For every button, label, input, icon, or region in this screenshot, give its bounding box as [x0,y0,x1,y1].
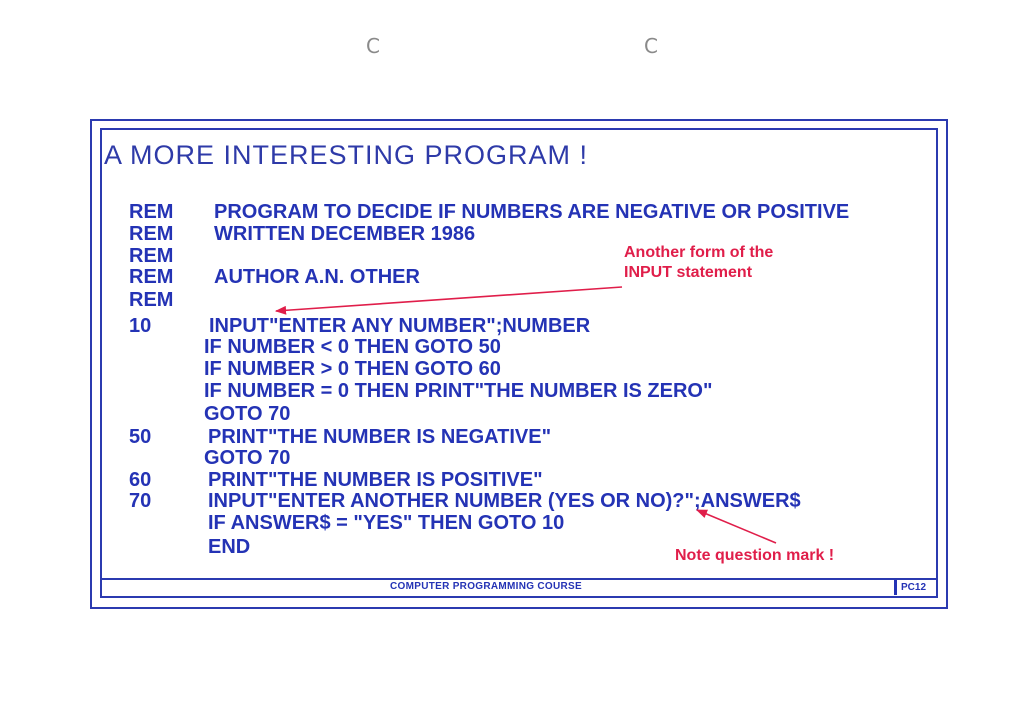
code-statement: PRINT"THE NUMBER IS NEGATIVE" [208,426,552,448]
line-number: REM [129,266,174,288]
punch-hole-left: C [366,34,380,58]
course-name: COMPUTER PROGRAMMING COURSE [390,581,582,592]
line-number: REM [129,289,174,311]
code-statement: IF NUMBER < 0 THEN GOTO 50 [204,336,501,358]
line-number: 70 [129,490,152,512]
slide-code: PC12 [894,580,929,595]
annotation-input-form-line1: Another form of the [624,244,774,261]
line-number: 50 [129,426,152,448]
code-statement: END [208,536,251,558]
code-statement: IF ANSWER$ = "YES" THEN GOTO 10 [208,512,565,534]
code-statement: WRITTEN DECEMBER 1986 [214,223,476,245]
code-statement: PROGRAM TO DECIDE IF NUMBERS ARE NEGATIVE OR POSITIVE [214,201,850,223]
line-number: REM [129,223,174,245]
line-number: 60 [129,469,152,491]
punch-hole-right: C [644,34,658,58]
code-statement: AUTHOR A.N. OTHER [214,266,420,288]
code-statement: GOTO 70 [204,447,291,469]
annotation-question-mark: Note question mark ! [675,547,835,564]
line-number: REM [129,201,174,223]
annotation-input-form-line2: INPUT statement [624,264,753,281]
code-statement: IF NUMBER = 0 THEN PRINT"THE NUMBER IS ZERO" [204,380,713,402]
code-statement: PRINT"THE NUMBER IS POSITIVE" [208,469,543,491]
code-statement: GOTO 70 [204,403,291,425]
arrow-to-question-mark [697,510,776,543]
code-statement: INPUT"ENTER ANOTHER NUMBER (YES OR NO)?";ANSWER$ [208,490,801,512]
line-number: REM [129,245,174,267]
code-statement: IF NUMBER > 0 THEN GOTO 60 [204,358,501,380]
arrow-to-input-line [276,287,622,311]
code-statement: INPUT"ENTER ANY NUMBER";NUMBER [209,315,591,337]
line-number: 10 [129,315,152,337]
slide-title: A MORE INTERESTING PROGRAM ! [104,140,589,170]
